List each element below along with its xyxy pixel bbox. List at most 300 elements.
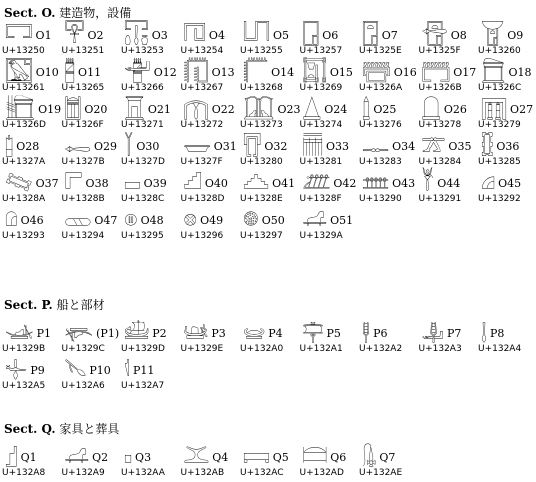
sign-entry xyxy=(0,207,60,244)
hieroglyph-sign: 𓉨 xyxy=(243,58,269,82)
sign-label: O10 xyxy=(35,66,59,79)
sign-glyph-row xyxy=(362,96,396,118)
sign-entry xyxy=(238,207,298,244)
sign-codepoint: U+132A3 xyxy=(418,344,462,354)
sign-entry xyxy=(0,170,60,207)
sign-codepoint: U+13271 xyxy=(121,120,164,130)
sign-entry xyxy=(417,22,477,59)
sign-entry xyxy=(238,22,298,59)
sign-glyph-row xyxy=(184,320,226,342)
sign-label: O44 xyxy=(437,177,461,190)
sign-entry xyxy=(60,320,120,357)
hieroglyph-sign: 𓉺 xyxy=(5,132,14,156)
sign-codepoint: U+13255 xyxy=(240,46,283,56)
sign-entry xyxy=(60,357,120,394)
sign-codepoint: U+13261 xyxy=(2,83,45,93)
section-heading-o xyxy=(4,4,131,21)
hieroglyph-sign: 𓊌 xyxy=(124,169,141,193)
sign-glyph-row xyxy=(481,96,533,118)
sign-glyph-row xyxy=(124,170,167,192)
hieroglyph-sign: 𓊕 xyxy=(124,206,138,230)
sign-codepoint: U+1328E xyxy=(240,194,283,204)
sign-entry xyxy=(476,59,536,96)
hieroglyph-sign: 𓉑 xyxy=(64,21,85,45)
sign-glyph-row xyxy=(362,320,388,342)
sign-entry xyxy=(179,444,239,481)
section-o-grid xyxy=(0,22,536,244)
sign-label: O46 xyxy=(20,214,44,227)
sign-codepoint: U+132A9 xyxy=(61,468,105,478)
hieroglyph-sign: 𓉥 xyxy=(64,58,76,82)
sign-label: P3 xyxy=(211,327,226,340)
sign-entry xyxy=(417,59,477,96)
sign-codepoint: U+13272 xyxy=(180,120,224,130)
sign-label: O22 xyxy=(211,103,235,116)
sign-glyph-row xyxy=(362,59,417,81)
sign-label: O48 xyxy=(140,214,164,227)
sign-glyph-row xyxy=(303,320,341,342)
sign-codepoint: U+132A5 xyxy=(2,381,46,391)
sign-entry xyxy=(0,444,60,481)
sign-entry xyxy=(119,22,179,59)
sign-entry xyxy=(0,22,60,59)
hieroglyph-sign: 𓉴 xyxy=(302,95,322,119)
sign-entry xyxy=(238,133,298,170)
sign-entry xyxy=(119,320,179,357)
hieroglyph-sign: 𓊬 xyxy=(243,443,270,467)
sign-entry xyxy=(60,22,120,59)
sign-glyph-row xyxy=(422,22,467,44)
sign-codepoint: U+1329D xyxy=(121,344,165,354)
hieroglyph-sign: 𓊩 xyxy=(302,206,328,230)
sign-codepoint: U+1327A xyxy=(2,157,46,167)
sign-codepoint: U+1329B xyxy=(2,344,46,354)
sign-entry xyxy=(119,96,179,133)
sign-entry xyxy=(476,320,536,357)
sign-label: P6 xyxy=(373,327,388,340)
sign-glyph-row xyxy=(5,444,37,466)
sign-entry xyxy=(417,96,477,133)
sign-entry xyxy=(357,59,417,96)
sign-glyph-row xyxy=(481,133,519,155)
sign-label: O17 xyxy=(453,66,477,79)
sign-codepoint: U+132AD xyxy=(299,468,344,478)
sign-label: O23 xyxy=(277,103,301,116)
hieroglyph-sign: 𓉕 xyxy=(243,21,270,45)
hieroglyph-sign: 𓉳 xyxy=(243,95,275,119)
sign-glyph-row xyxy=(65,357,111,379)
sign-label: O2 xyxy=(87,29,104,42)
sign-label: O12 xyxy=(153,66,177,79)
sign-glyph-row xyxy=(481,320,504,342)
sign-label: O14 xyxy=(271,66,295,79)
sign-label: O40 xyxy=(204,177,228,190)
sign-glyph-row xyxy=(5,22,52,44)
sign-label: O33 xyxy=(326,140,350,153)
sign-glyph-row xyxy=(303,207,354,229)
sign-entry xyxy=(0,59,60,96)
hieroglyph-sign: 𓉡 xyxy=(5,58,33,82)
sign-label: O3 xyxy=(151,29,168,42)
sign-entry xyxy=(417,320,477,357)
sign-glyph-row xyxy=(5,133,39,155)
hieroglyph-sign: 𓉧 xyxy=(183,58,209,82)
sign-codepoint: U+132AE xyxy=(359,468,403,478)
sign-codepoint: U+13278 xyxy=(418,120,462,130)
section-o-prefix: Sect. O. xyxy=(4,6,56,20)
sign-codepoint: U+1326A xyxy=(359,83,403,93)
hieroglyph-sign: 𓊥 xyxy=(5,356,28,380)
sign-label: O15 xyxy=(329,66,353,79)
hieroglyph-sign: 𓊔 xyxy=(64,206,92,230)
sign-codepoint: U+132A7 xyxy=(121,381,165,391)
sign-entry xyxy=(119,59,179,96)
sign-codepoint: U+132A6 xyxy=(61,381,105,391)
sign-entry xyxy=(238,59,298,96)
sign-label: O21 xyxy=(147,103,171,116)
hieroglyph-sign: 𓊨 xyxy=(5,443,18,467)
sign-entry xyxy=(60,59,120,96)
sign-glyph-row xyxy=(303,96,348,118)
sign-label: O26 xyxy=(443,103,467,116)
sign-label: Q6 xyxy=(330,451,347,464)
sign-codepoint: U+13265 xyxy=(61,83,105,93)
sign-glyph-row xyxy=(124,444,151,466)
sign-codepoint: U+1325F xyxy=(418,46,461,56)
sign-glyph-row xyxy=(124,59,177,81)
sign-entry xyxy=(179,170,239,207)
sign-glyph-row xyxy=(243,96,300,118)
sign-entry xyxy=(119,207,179,244)
hieroglyph-sign: 𓊃 xyxy=(362,132,390,156)
hieroglyph-sign: 𓉪 xyxy=(362,58,391,82)
sign-glyph-row xyxy=(422,96,467,118)
sign-glyph-row xyxy=(303,170,357,192)
sign-entry xyxy=(476,133,536,170)
section-p-grid xyxy=(0,320,536,394)
sign-entry xyxy=(0,357,60,394)
sign-codepoint: U+132AC xyxy=(240,468,284,478)
sign-label: O50 xyxy=(261,214,285,227)
sign-entry xyxy=(119,357,179,394)
sign-codepoint: U+13292 xyxy=(478,194,521,204)
sign-codepoint: U+132A4 xyxy=(478,344,522,354)
sign-codepoint: U+13250 xyxy=(2,46,45,56)
sign-codepoint: U+13283 xyxy=(359,157,402,167)
sign-label: O7 xyxy=(381,29,398,42)
sign-entry xyxy=(476,96,536,133)
sign-label: P5 xyxy=(326,327,341,340)
hieroglyph-sign: 𓊖 xyxy=(183,206,198,230)
sign-label: O51 xyxy=(330,214,354,227)
hieroglyph-sign: 𓉸 xyxy=(421,95,441,119)
hieroglyph-sign: 𓊀 xyxy=(243,132,262,156)
sign-entry xyxy=(476,170,536,207)
sign-codepoint: U+132A1 xyxy=(299,344,343,354)
sign-entry xyxy=(298,96,358,133)
hieroglyph-sign: 𓊮 xyxy=(362,443,377,467)
hieroglyph-sign: 𓊏 xyxy=(302,169,331,193)
sign-entry xyxy=(179,133,239,170)
sign-label: O5 xyxy=(272,29,289,42)
sign-label: O16 xyxy=(393,66,417,79)
hieroglyph-sign: 𓊧 xyxy=(124,356,130,380)
sign-glyph-row xyxy=(65,133,118,155)
hieroglyph-sign: 𓉗 xyxy=(302,21,320,45)
hieroglyph-sign: 𓊎 xyxy=(243,169,270,193)
sign-glyph-row xyxy=(362,22,398,44)
sign-entry xyxy=(60,170,120,207)
sign-label: Q4 xyxy=(212,451,229,464)
sign-label: O11 xyxy=(78,66,102,79)
sign-glyph-row xyxy=(303,133,350,155)
sign-glyph-row xyxy=(65,22,104,44)
sign-codepoint: U+13279 xyxy=(478,120,521,130)
sign-codepoint: U+1328F xyxy=(299,194,342,204)
sign-codepoint: U+13293 xyxy=(2,231,45,241)
sign-entry xyxy=(357,133,417,170)
sign-codepoint: U+13297 xyxy=(240,231,283,241)
sign-glyph-row xyxy=(481,170,521,192)
sign-glyph-row xyxy=(65,444,109,466)
sign-codepoint: U+13280 xyxy=(240,157,283,167)
sign-label: O39 xyxy=(143,177,167,190)
sign-codepoint: U+1326D xyxy=(2,120,46,130)
sign-entry xyxy=(60,444,120,481)
hieroglyph-sign: 𓉹 xyxy=(481,95,508,119)
hieroglyph-sign: 𓊍 xyxy=(183,169,202,193)
sign-label: O32 xyxy=(264,140,288,153)
sign-glyph-row xyxy=(184,96,235,118)
sign-codepoint: U+1329A xyxy=(299,231,343,241)
sign-codepoint: U+1328C xyxy=(121,194,165,204)
sign-codepoint: U+13267 xyxy=(180,83,224,93)
section-p-prefix: Sect. P. xyxy=(4,298,53,312)
sign-label: P11 xyxy=(132,364,155,377)
sign-glyph-row xyxy=(362,444,395,466)
sign-codepoint: U+13295 xyxy=(121,231,164,241)
sign-glyph-row xyxy=(65,170,109,192)
hieroglyph-sign: 𓉽 xyxy=(124,132,134,156)
sign-entry xyxy=(476,22,536,59)
sign-label: P2 xyxy=(152,327,167,340)
sign-entry xyxy=(60,133,120,170)
sign-entry xyxy=(298,320,358,357)
sign-entry xyxy=(60,207,120,244)
hieroglyph-sign: 𓊑 xyxy=(421,169,435,193)
sign-entry xyxy=(298,133,358,170)
sign-codepoint: U+1329C xyxy=(61,344,105,354)
hieroglyph-sign: 𓉩 xyxy=(302,58,327,82)
sign-label: O20 xyxy=(84,103,108,116)
sign-codepoint: U+13285 xyxy=(478,157,521,167)
sign-glyph-row xyxy=(65,96,108,118)
sign-entry xyxy=(238,170,298,207)
sign-entry xyxy=(298,22,358,59)
sign-glyph-row xyxy=(422,170,461,192)
sign-entry xyxy=(357,320,417,357)
sign-glyph-row xyxy=(243,320,283,342)
sign-entry xyxy=(298,444,358,481)
hieroglyph-sign: 𓉔 xyxy=(183,21,206,45)
sign-codepoint: U+132A2 xyxy=(359,344,403,354)
sign-entry xyxy=(179,96,239,133)
sign-codepoint: U+13290 xyxy=(359,194,402,204)
sign-glyph-row xyxy=(422,133,472,155)
sign-label: P8 xyxy=(490,327,505,340)
hieroglyph-sign: 𓊞 xyxy=(183,319,209,343)
sign-glyph-row xyxy=(124,320,167,342)
sign-label: P4 xyxy=(268,327,283,340)
hieroglyph-sign: 𓊪 xyxy=(124,443,133,467)
sign-glyph-row xyxy=(243,207,285,229)
sign-codepoint: U+1326C xyxy=(478,83,522,93)
sign-label: O42 xyxy=(333,177,357,190)
sign-codepoint: U+13281 xyxy=(299,157,343,167)
sign-label: O8 xyxy=(450,29,467,42)
sign-entry xyxy=(357,170,417,207)
hieroglyph-sign: 𓉭 xyxy=(5,95,36,119)
sign-glyph-row xyxy=(5,96,61,118)
section-q-title: 家具と葬具 xyxy=(59,422,120,436)
hieroglyph-sign: 𓊛 xyxy=(5,319,34,343)
hieroglyph-sign: 𓊡 xyxy=(302,319,324,343)
sign-entry xyxy=(238,95,301,133)
sign-label: O49 xyxy=(200,214,224,227)
sign-glyph-row xyxy=(184,444,229,466)
hieroglyph-sign: 𓊅 xyxy=(481,132,494,156)
sign-codepoint: U+132AA xyxy=(121,468,165,478)
sign-entry xyxy=(417,133,477,170)
sign-label: O29 xyxy=(94,140,118,153)
sign-label: O36 xyxy=(496,140,520,153)
sign-label: O6 xyxy=(322,29,339,42)
hieroglyph-sign: 𓊭 xyxy=(302,443,328,467)
sign-label: O27 xyxy=(510,103,534,116)
sign-entry xyxy=(417,170,477,207)
sign-label: P9 xyxy=(30,364,45,377)
sign-entry xyxy=(0,320,60,357)
sign-codepoint: U+13284 xyxy=(418,157,462,167)
section-q-grid xyxy=(0,444,536,481)
sign-codepoint: U+13253 xyxy=(121,46,164,56)
sign-label: O41 xyxy=(272,177,296,190)
sign-glyph-row xyxy=(65,320,120,342)
sign-entry xyxy=(357,444,417,481)
sign-glyph-row xyxy=(184,133,237,155)
sign-label: Q7 xyxy=(379,451,396,464)
hieroglyph-sign: 𓉱 xyxy=(124,95,145,119)
sign-codepoint: U+13274 xyxy=(299,120,343,130)
sign-codepoint: U+13269 xyxy=(299,83,343,93)
sign-codepoint: U+13257 xyxy=(299,46,343,56)
sign-codepoint: U+13276 xyxy=(359,120,402,130)
sign-entry xyxy=(0,133,60,170)
sign-glyph-row xyxy=(303,22,339,44)
hieroglyph-sign: 𓉓 xyxy=(124,21,149,45)
sign-label: O45 xyxy=(498,177,522,190)
sign-glyph-row xyxy=(65,207,118,229)
hieroglyph-sign: 𓊒 xyxy=(481,169,496,193)
hieroglyph-sign: 𓊦 xyxy=(64,356,87,380)
hieroglyph-sign: 𓊜 xyxy=(64,319,94,343)
sign-glyph-row xyxy=(124,22,168,44)
sign-codepoint: U+13251 xyxy=(61,46,105,56)
sign-codepoint: U+1327B xyxy=(61,157,105,167)
hieroglyph-sign: 𓉲 xyxy=(183,95,209,119)
sign-glyph-row xyxy=(124,357,154,379)
hieroglyph-sign: 𓉿 xyxy=(183,132,211,156)
hieroglyph-sign: 𓉐 xyxy=(5,21,33,45)
sign-glyph-row xyxy=(5,170,59,192)
sign-label: O35 xyxy=(448,140,472,153)
sign-codepoint: U+1325E xyxy=(359,46,402,56)
sign-glyph-row xyxy=(481,59,532,81)
section-q-prefix: Sect. Q. xyxy=(4,422,56,436)
sign-label: P10 xyxy=(89,364,111,377)
sign-label: Q1 xyxy=(20,451,37,464)
sign-codepoint: U+1326B xyxy=(418,83,462,93)
sign-entry xyxy=(0,96,60,133)
sign-entry xyxy=(119,444,179,481)
sign-entry xyxy=(119,170,179,207)
section-heading-p xyxy=(4,296,105,313)
sign-glyph-row xyxy=(422,320,462,342)
sign-label: O24 xyxy=(324,103,348,116)
sign-codepoint: U+1328B xyxy=(61,194,105,204)
hieroglyph-sign: 𓊁 xyxy=(302,132,323,156)
sign-glyph-row xyxy=(5,207,44,229)
sign-label: O4 xyxy=(208,29,225,42)
sign-glyph-row xyxy=(303,59,353,81)
sign-label: O43 xyxy=(392,177,416,190)
hieroglyph-sign: 𓉠 xyxy=(481,21,505,45)
sign-codepoint: U+1327D xyxy=(121,157,165,167)
sign-glyph-row xyxy=(303,444,347,466)
sign-glyph-row xyxy=(243,22,289,44)
hieroglyph-sign: 𓊫 xyxy=(183,443,210,467)
sign-label: O28 xyxy=(16,140,40,153)
sign-entry xyxy=(298,170,358,207)
hieroglyph-sign: 𓊠 xyxy=(243,319,266,343)
sign-entry xyxy=(298,207,358,244)
sign-label: O38 xyxy=(85,177,109,190)
sign-codepoint: U+13254 xyxy=(180,46,224,56)
sign-entry xyxy=(357,22,417,59)
hieroglyph-sign: 𓊐 xyxy=(362,169,390,193)
sign-codepoint: U+1329E xyxy=(180,344,224,354)
sign-entry xyxy=(60,96,120,133)
sign-codepoint: U+13266 xyxy=(121,83,164,93)
sign-label: O18 xyxy=(508,66,532,79)
sign-entry xyxy=(179,59,239,96)
sign-label: Q5 xyxy=(272,451,289,464)
sign-label: P7 xyxy=(447,327,462,340)
hieroglyph-sign: 𓊝 xyxy=(124,319,150,343)
sign-label: O9 xyxy=(507,29,524,42)
sign-codepoint: U+13273 xyxy=(240,120,283,130)
sign-glyph-row xyxy=(422,59,477,81)
hieroglyph-sign: 𓉬 xyxy=(481,58,506,82)
sign-label: O31 xyxy=(213,140,237,153)
sign-label: O34 xyxy=(392,140,416,153)
sign-glyph-row xyxy=(481,22,523,44)
sign-entry xyxy=(119,133,179,170)
hieroglyph-sign: 𓉞 xyxy=(362,21,379,45)
hieroglyph-sign: 𓉯 xyxy=(64,95,82,119)
sign-label: Q2 xyxy=(92,451,109,464)
sign-codepoint: U+13294 xyxy=(61,231,105,241)
